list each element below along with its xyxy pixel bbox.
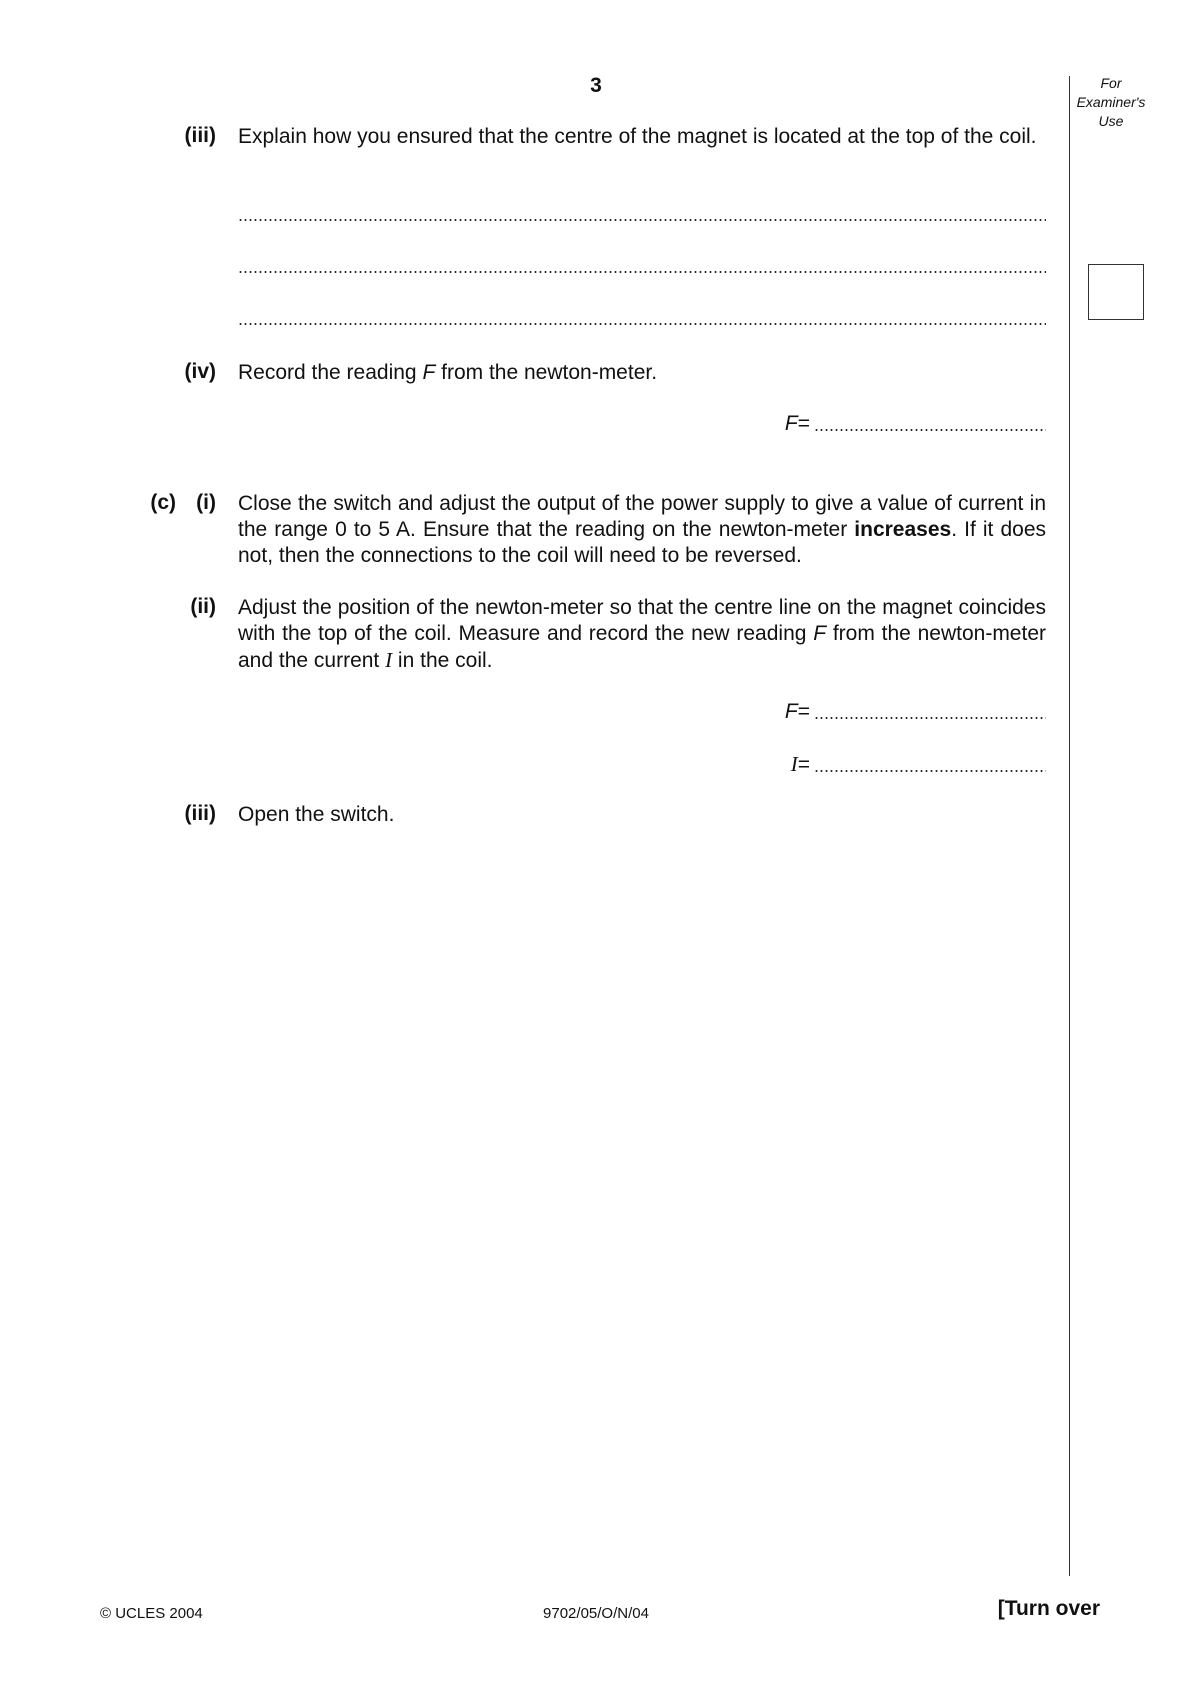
- examiner-use-label: [1070, 74, 1152, 131]
- question-text-c-ii-part2: from the newton-meter and the current: [238, 622, 1046, 672]
- examiner-mark-box[interactable]: [1088, 264, 1144, 320]
- turn-over-label: [Turn over: [997, 1597, 1100, 1620]
- question-text-c-i-part2: . If it does not, then the connections to the coil will need to be reversed.: [238, 518, 1047, 567]
- answer-line-1[interactable]: [238, 218, 1046, 222]
- examiner-line-3: Use: [1098, 113, 1124, 129]
- question-label-c-iii: (iii): [184, 802, 216, 825]
- question-text-b-iv-part2: from the newton-meter.: [435, 361, 658, 384]
- question-text-b-iii: Explain how you ensured that the centre of the magnet is located at the top of the coil.: [238, 125, 1037, 148]
- variable-I: I: [385, 648, 393, 672]
- examiner-line-1: For: [1100, 75, 1122, 91]
- answer-line-3[interactable]: [238, 322, 1046, 326]
- question-label-c-i: (i): [196, 491, 216, 514]
- answer-dots[interactable]: [814, 428, 1046, 432]
- question-label-c: (c): [150, 491, 176, 514]
- footer-paper-code: 9702/05/O/N/04: [543, 1605, 649, 1622]
- examiner-line-2: Examiner's: [1076, 94, 1146, 110]
- footer-copyright: © UCLES 2004: [100, 1605, 203, 1622]
- question-text-c-i: [238, 491, 1046, 569]
- answer-field-I-c-ii[interactable]: [791, 752, 1046, 777]
- question-label-c-ii: (ii): [190, 595, 216, 618]
- answer-field-F-c-ii[interactable]: [785, 700, 1046, 724]
- question-text-b-iv-part1: Record the reading: [238, 361, 423, 384]
- answer-var-I: I: [790, 752, 798, 776]
- answer-var-F: F: [784, 700, 798, 723]
- page-number: 3: [590, 74, 602, 97]
- answer-equals: =: [797, 700, 810, 723]
- answer-field-F-b-iv[interactable]: [785, 412, 1046, 436]
- answer-equals: =: [797, 412, 810, 435]
- question-label-b-iii: (iii): [184, 124, 216, 147]
- question-text-b-iv: [238, 360, 1046, 386]
- variable-F: F: [813, 622, 827, 645]
- question-text-c-iii: Open the switch.: [238, 803, 395, 826]
- question-text-c-i-part1: Close the switch and adjust the output of the power supply to give a value of current in the range 0 to 5 A. Ensure that the reading on the newton-meter: [238, 492, 1046, 541]
- question-text-c-ii: [238, 595, 1046, 674]
- answer-dots[interactable]: [814, 716, 1046, 720]
- question-text-c-ii-part3: in the coil.: [392, 649, 493, 672]
- answer-var-F: F: [784, 412, 798, 435]
- answer-equals: =: [797, 753, 810, 776]
- question-text-c-i-bold: increases: [854, 518, 952, 541]
- answer-line-2[interactable]: [238, 270, 1046, 274]
- question-text-c-ii-part1: Adjust the position of the newton-meter so that the centre line on the magnet coincides with the top of the coil. Measure and record the new reading: [238, 596, 1046, 645]
- examiner-margin-rule: [1069, 76, 1070, 1576]
- question-label-b-iv: (iv): [184, 360, 216, 383]
- variable-F: F: [422, 361, 436, 384]
- answer-dots[interactable]: [814, 769, 1046, 773]
